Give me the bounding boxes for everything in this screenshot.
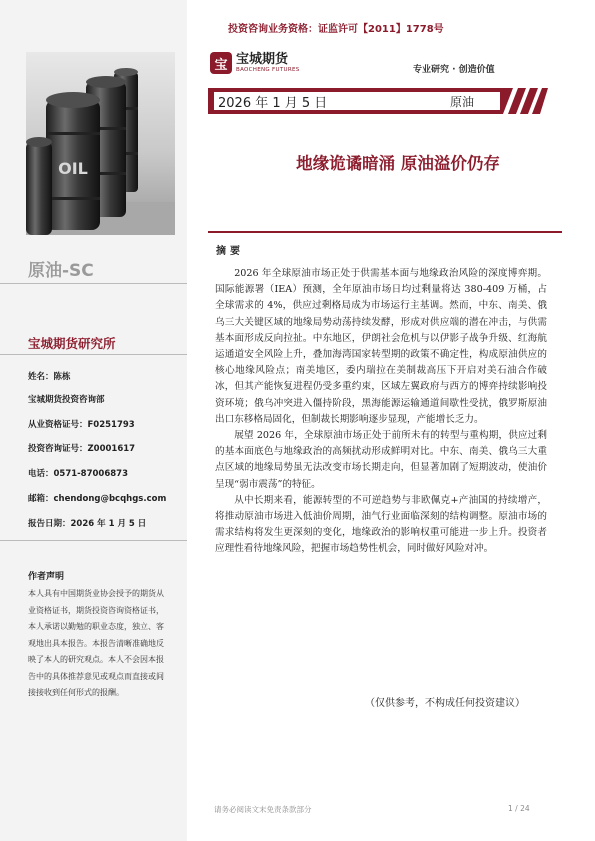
department: 宝城期货投资咨询部 bbox=[28, 395, 105, 405]
page-number: 1 / 24 bbox=[508, 804, 530, 813]
logo-chinese-name: 宝城期货 bbox=[236, 52, 289, 67]
slogan: 专业研究 · 创造价值 bbox=[413, 65, 495, 75]
summary-divider bbox=[208, 231, 562, 233]
summary-body bbox=[215, 266, 547, 558]
summary-paragraph: 从中长期来看，能源转型的不可逆趋势与非欧佩克+产油国的持续增产，将推动原油市场进入低油价周期，油气行业面临深刻的结构调整。原油市场的需求结构将发生更深刻的变化，地缘政治的影响权重可能进一步上升。投资者应理性看待地缘风险，把握市场趋势性机会，同时做好风险对冲。 bbox=[215, 494, 547, 555]
report-date: 报告日期：2026 年 1 月 5 日 bbox=[28, 519, 147, 529]
phone: 电话：0571-87006873 bbox=[28, 469, 128, 479]
sidebar-divider bbox=[0, 540, 187, 541]
summary-paragraph: 展望 2026 年，全球原油市场正处于前所未有的转型与重构期，供应过剩的基本面底色与地缘政治的高频扰动形成鲜明对比。中东、南美、俄乌三大重点区域的地缘局势虽无法改变市场长期走向，但显著加剧了短期波动，使油价呈现“弱市震荡”的特征。 bbox=[215, 430, 547, 490]
research-institute: 宝城期货研究所 bbox=[28, 336, 116, 351]
report-title: 地缘诡谲暗涌 原油溢价仍存 bbox=[296, 154, 500, 173]
qualification-number: 从业资格证号：F0251793 bbox=[28, 420, 135, 430]
logo-english-name: BAOCHENG FUTURES bbox=[236, 67, 300, 73]
report-category: 原油 bbox=[450, 95, 475, 109]
sidebar-divider bbox=[0, 354, 187, 355]
author-statement-title: 作者声明 bbox=[28, 572, 65, 582]
investment-disclaimer-note: （仅供参考，不构成任何投资建议） bbox=[365, 698, 525, 709]
summary-heading: 摘要 bbox=[216, 246, 244, 257]
consulting-license-number: 投资咨询证号：Z0001617 bbox=[28, 444, 136, 454]
oil-barrels-image bbox=[26, 52, 175, 235]
oil-barrels-illustration bbox=[26, 52, 175, 235]
sidebar bbox=[0, 0, 187, 841]
photo-oil-label: OIL bbox=[58, 159, 88, 178]
email: 邮箱：chendong@bcqhgs.com bbox=[28, 494, 167, 504]
footer-disclaimer-link: 请务必阅读文末免责条款部分 bbox=[214, 805, 312, 814]
logo-mark-icon: 宝 bbox=[210, 52, 232, 74]
author-statement-body: 本人具有中国期货业协会授予的期货从业资格证书，期货投资咨询资格证书，本人承诺以勤勉的职业态度，独立、客观地出具本报告。本报告清晰准确地反映了本人的研究观点。本人不会因本报告中的具体推荐意见或观点而直接或间接接收到任何形式的报酬。 bbox=[28, 589, 164, 697]
product-label: 原油-SC bbox=[28, 261, 94, 281]
report-date-header: 2026 年 1 月 5 日 bbox=[218, 96, 328, 111]
sidebar-divider bbox=[0, 283, 187, 284]
company-logo bbox=[210, 52, 300, 74]
analyst-name: 姓名：陈栋 bbox=[28, 372, 71, 382]
license-line: 投资咨询业务资格：证监许可【2011】1778号 bbox=[228, 24, 444, 35]
summary-paragraph: 2026 年全球原油市场正处于供需基本面与地缘政治风险的深度博弈期。国际能源署（IEA）预测，全年原油市场日均过剩量将达 380-409 万桶，占全球需求的 4%，供应过剩格局成为市场运行主基调。然而，中东、南美、俄乌三大关键区域的地缘局势动荡持续发酵，形成对供应端的潜在冲击，与供需基本面形成反向拉扯。中东地区，伊朗社会危机与以伊影子战争升级、红海航运通道安全风险上升，叠加海湾国家转型期的政策不确定性，构成原油供应的核心地缘风险点；南美地区，委内瑞拉在美制裁高压下开启对美石油合作破冰，但其产能恢复进程仍受多重约束，区域左翼政府与西方的博弈持续影响投资环境；俄乌冲突进入僵持阶段，黑海能源运输通道间歇性受扰，俄罗斯原油出口东移格局固化，但制裁长期影响逐步显现，产能增长乏力。 bbox=[215, 268, 547, 425]
